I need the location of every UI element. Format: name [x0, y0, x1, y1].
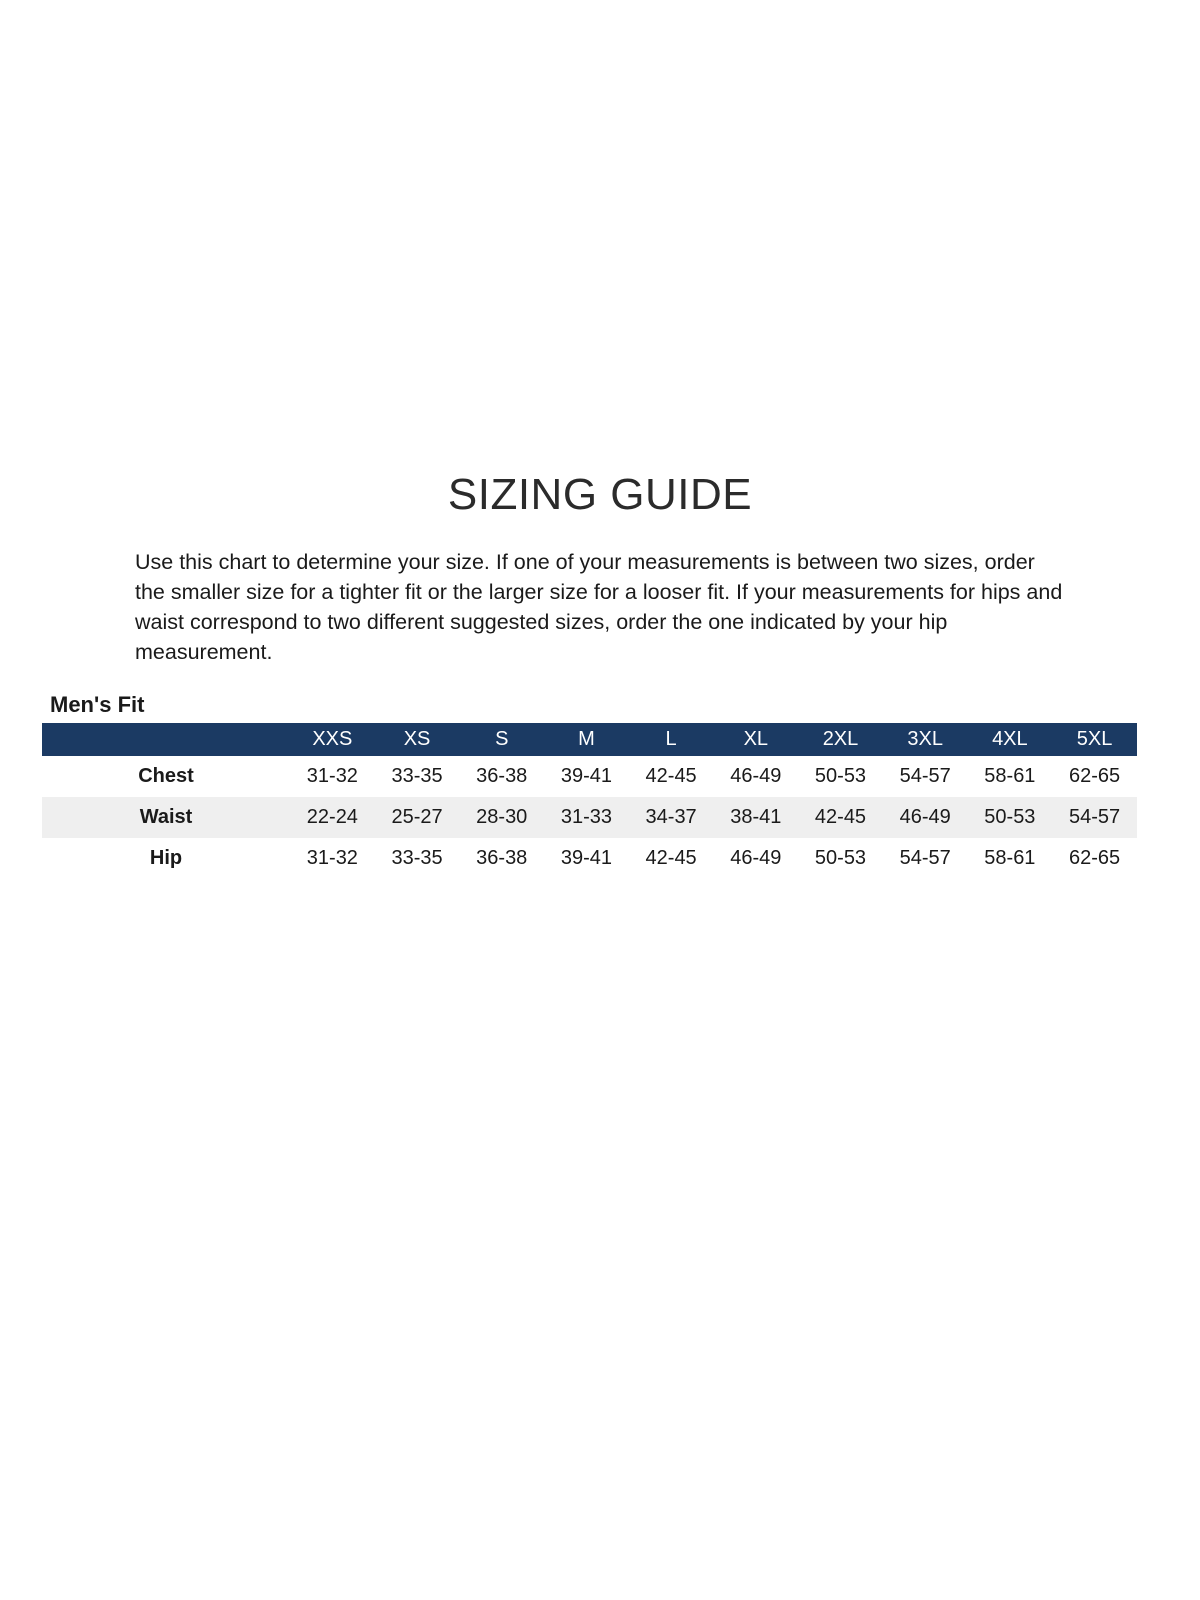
- table-row-hip: [42, 838, 1137, 879]
- size-cell: 31-32: [306, 765, 358, 787]
- size-cell: 33-35: [391, 847, 443, 869]
- size-cell: 58-61: [984, 847, 1036, 869]
- size-cell: 50-53: [814, 765, 867, 787]
- table-header-row: [42, 723, 1137, 756]
- size-cell: 50-53: [814, 847, 867, 869]
- size-cell: 58-61: [984, 765, 1036, 787]
- page-title: SIZING GUIDE: [447, 470, 753, 519]
- size-cell: 33-35: [391, 765, 443, 787]
- size-column-header: XXS: [290, 723, 375, 756]
- size-column-header: S: [459, 723, 544, 756]
- size-cell: 42-45: [798, 797, 883, 838]
- size-column-header: 4XL: [968, 723, 1053, 756]
- table-row-waist: [42, 797, 1137, 838]
- size-column-header: M: [544, 723, 629, 756]
- size-cell: 31-33: [544, 797, 629, 838]
- size-column-header: L: [629, 723, 714, 756]
- size-cell: 42-45: [645, 765, 697, 787]
- size-cell: 31-32: [306, 847, 358, 869]
- size-column-header: 2XL: [798, 723, 883, 756]
- size-cell: 46-49: [883, 797, 968, 838]
- header-cell-empty: [42, 723, 290, 756]
- size-cell: 39-41: [560, 847, 612, 869]
- size-column-header: 5XL: [1052, 723, 1137, 756]
- size-cell: 22-24: [290, 797, 375, 838]
- size-cell: 54-57: [1052, 797, 1137, 838]
- size-cell: 28-30: [459, 797, 544, 838]
- intro-paragraph: Use this chart to determine your size. If one of your measurements is between two sizes, order the smaller size for a tighter fit or the larger size for a looser fit. If your measurements for hips and waist correspond to two different suggested sizes, order the one indicated by your hip measurement.: [135, 550, 1063, 664]
- size-cell: 36-38: [476, 765, 528, 787]
- size-cell: 54-57: [899, 765, 951, 787]
- size-cell: 39-41: [560, 765, 612, 787]
- size-cell: 54-57: [899, 847, 951, 869]
- size-cell: 62-65: [1069, 765, 1121, 787]
- size-cell: 34-37: [629, 797, 714, 838]
- row-label-chest: Chest: [138, 765, 194, 787]
- section-label-mens-fit: Men's Fit: [50, 692, 145, 717]
- size-cell: 38-41: [713, 797, 798, 838]
- size-column-header: 3XL: [883, 723, 968, 756]
- size-cell: 46-49: [730, 847, 782, 869]
- size-cell: 25-27: [375, 797, 460, 838]
- size-column-header: XL: [713, 723, 798, 756]
- size-cell: 62-65: [1069, 847, 1121, 869]
- table-row-chest: [42, 756, 1137, 797]
- sizing-table: [42, 723, 1137, 879]
- row-label-waist: Waist: [42, 797, 290, 838]
- size-cell: 42-45: [645, 847, 697, 869]
- size-column-header: XS: [375, 723, 460, 756]
- size-cell: 50-53: [968, 797, 1053, 838]
- size-cell: 46-49: [730, 765, 782, 787]
- row-label-hip: Hip: [149, 847, 183, 869]
- size-cell: 36-38: [476, 847, 528, 869]
